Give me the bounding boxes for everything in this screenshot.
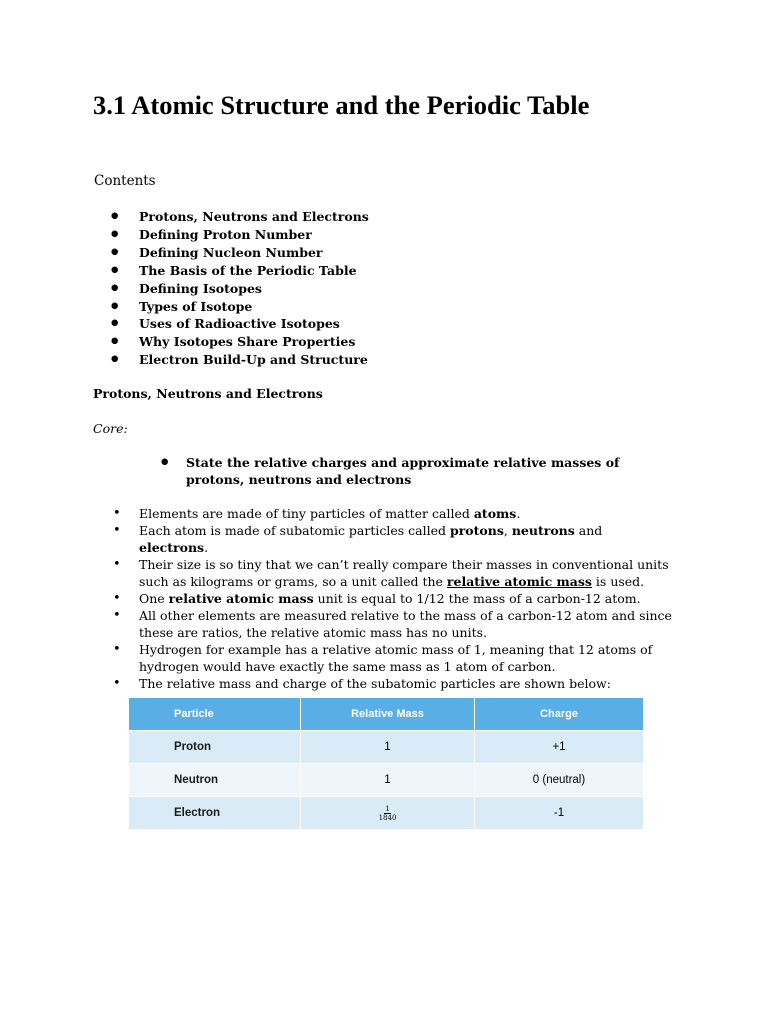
contents-item[interactable]: ● The Basis of the Periodic Table: [111, 262, 369, 280]
charge: -1: [475, 797, 644, 830]
table-row: [129, 797, 644, 830]
column-header: Particle: [129, 698, 301, 731]
particle-name: Proton: [129, 731, 301, 764]
fact-item: • All other elements are measured relative to the mass of a carbon-12 atom and since these are ratios, the relative atomic mass has no units.: [113, 607, 673, 641]
fact-item: • Elements are made of tiny particles of matter called atoms.: [113, 505, 673, 522]
charge: +1: [475, 731, 644, 764]
contents-item[interactable]: ● Why Isotopes Share Properties: [111, 333, 369, 351]
particle-name: Neutron: [129, 764, 301, 797]
relative-mass: [301, 797, 475, 830]
contents-list: [111, 208, 369, 369]
contents-item[interactable]: ● Electron Build-Up and Structure: [111, 351, 369, 369]
particle-table: [128, 697, 644, 830]
contents-item[interactable]: ● Defining Isotopes: [111, 280, 369, 298]
fact-item: • One relative atomic mass unit is equal to 1/12 the mass of a carbon-12 atom.: [113, 590, 673, 607]
relative-mass: 1: [301, 731, 475, 764]
relative-mass: 1: [301, 764, 475, 797]
facts-list: [113, 505, 673, 692]
contents-item[interactable]: ● Uses of Radioactive Isotopes: [111, 315, 369, 333]
particle-name: Electron: [129, 797, 301, 830]
contents-item[interactable]: ● Defining Proton Number: [111, 226, 369, 244]
contents-item[interactable]: ● Protons, Neutrons and Electrons: [111, 208, 369, 226]
fraction-numerator: 1: [385, 804, 390, 813]
table-row: [129, 731, 644, 764]
fraction-denominator: 1840: [378, 813, 397, 822]
fact-item: • Each atom is made of subatomic particles called protons, neutrons and electrons.: [113, 522, 673, 556]
contents-item[interactable]: ● Types of Isotope: [111, 298, 369, 316]
fact-item: • The relative mass and charge of the subatomic particles are shown below:: [113, 675, 673, 692]
learning-objective-list: [161, 454, 661, 488]
table-row: [129, 764, 644, 797]
page-title: 3.1 Atomic Structure and the Periodic Table: [93, 90, 590, 120]
table-header-row: [129, 698, 644, 731]
charge: 0 (neutral): [475, 764, 644, 797]
column-header: Charge: [475, 698, 644, 731]
column-header: Relative Mass: [301, 698, 475, 731]
fact-item: • Hydrogen for example has a relative atomic mass of 1, meaning that 12 atoms of hydrogen would have exactly the same mass as 1 atom of carbon.: [113, 641, 673, 675]
contents-item[interactable]: ● Defining Nucleon Number: [111, 244, 369, 262]
section-heading: Protons, Neutrons and Electrons: [93, 386, 323, 401]
fact-item: • Their size is so tiny that we can’t really compare their masses in conventional units such as kilograms or grams, so a unit called the relative atomic mass is used.: [113, 556, 673, 590]
core-label: Core:: [93, 421, 128, 436]
fraction: [379, 805, 397, 822]
contents-heading: Contents: [94, 173, 156, 189]
learning-objective: ● State the relative charges and approximate relative masses of protons, neutrons and electrons: [161, 454, 661, 488]
